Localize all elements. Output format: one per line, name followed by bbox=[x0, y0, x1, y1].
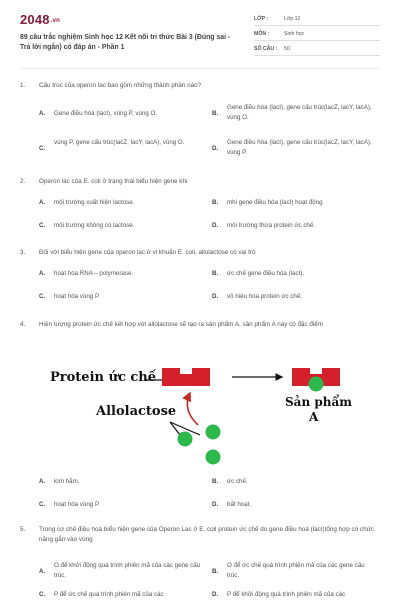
question-number: 4. bbox=[20, 321, 26, 328]
repressor-protein-shape bbox=[162, 368, 210, 386]
product-letter: A bbox=[309, 410, 319, 424]
site-logo[interactable]: 2048.vn bbox=[20, 12, 61, 27]
question-number: 5. bbox=[20, 526, 26, 533]
meta-subject-value: Sinh học bbox=[284, 31, 305, 37]
bound-allolactose-molecule bbox=[309, 377, 324, 392]
meta-grade-label: LỚP : bbox=[254, 16, 269, 22]
header-divider bbox=[20, 68, 380, 69]
question-text: Trong cơ chế điều hoà biểu hiện gene của Operon Lac ở E. coli protein ức chế do gene điều hoà (lacI)tổng hợp có chức năng gắn vào vùng bbox=[39, 526, 374, 543]
binding-arrow bbox=[187, 393, 198, 425]
question-text: Operon lac của E. coli ở trạng thái biểu hiện gene khi bbox=[39, 178, 188, 185]
document-title: 89 câu trắc nghiệm Sinh học 12 Kết nối tri thức Bài 3 (Đúng sai - Trả lời ngắn) có đáp án - Phần 1 bbox=[20, 34, 231, 51]
operon-diagram bbox=[40, 355, 370, 470]
allolactose-label: Allolactose bbox=[96, 404, 177, 419]
question-text: Cấu trúc của operon lac bao gồm những thành phần nào? bbox=[39, 82, 202, 89]
question-number: 1. bbox=[20, 82, 26, 89]
meta-count-value: 50 bbox=[284, 46, 290, 52]
meta-count bbox=[254, 44, 380, 56]
product-label: Sản phẩm bbox=[285, 395, 352, 409]
meta-grade bbox=[254, 14, 380, 26]
meta-grade-value: Lớp 12 bbox=[284, 16, 301, 22]
operon-diagram-svg bbox=[40, 355, 370, 470]
allolactose-molecule-1 bbox=[178, 432, 193, 447]
question-number: 2. bbox=[20, 178, 26, 185]
question-text: Đối với biểu hiện gene của operon lac ở vi khuẩn E. coli, allolactose có vai trò bbox=[39, 249, 256, 256]
meta-count-label: SỐ CÂU : bbox=[254, 46, 278, 52]
meta-subject-label: MÔN : bbox=[254, 31, 270, 37]
meta-subject bbox=[254, 29, 380, 41]
question-number: 3. bbox=[20, 249, 26, 256]
page-header bbox=[0, 0, 400, 64]
question-text: Hiện tượng protein ức chế kết hợp với allolactose sẽ tạo ra sản phẩm A, sản phẩm A này có đặc điểm bbox=[39, 321, 324, 328]
allolactose-molecule-2 bbox=[206, 425, 221, 440]
protein-label: Protein ức chế bbox=[50, 370, 157, 385]
allolactose-molecule-3 bbox=[206, 450, 221, 465]
